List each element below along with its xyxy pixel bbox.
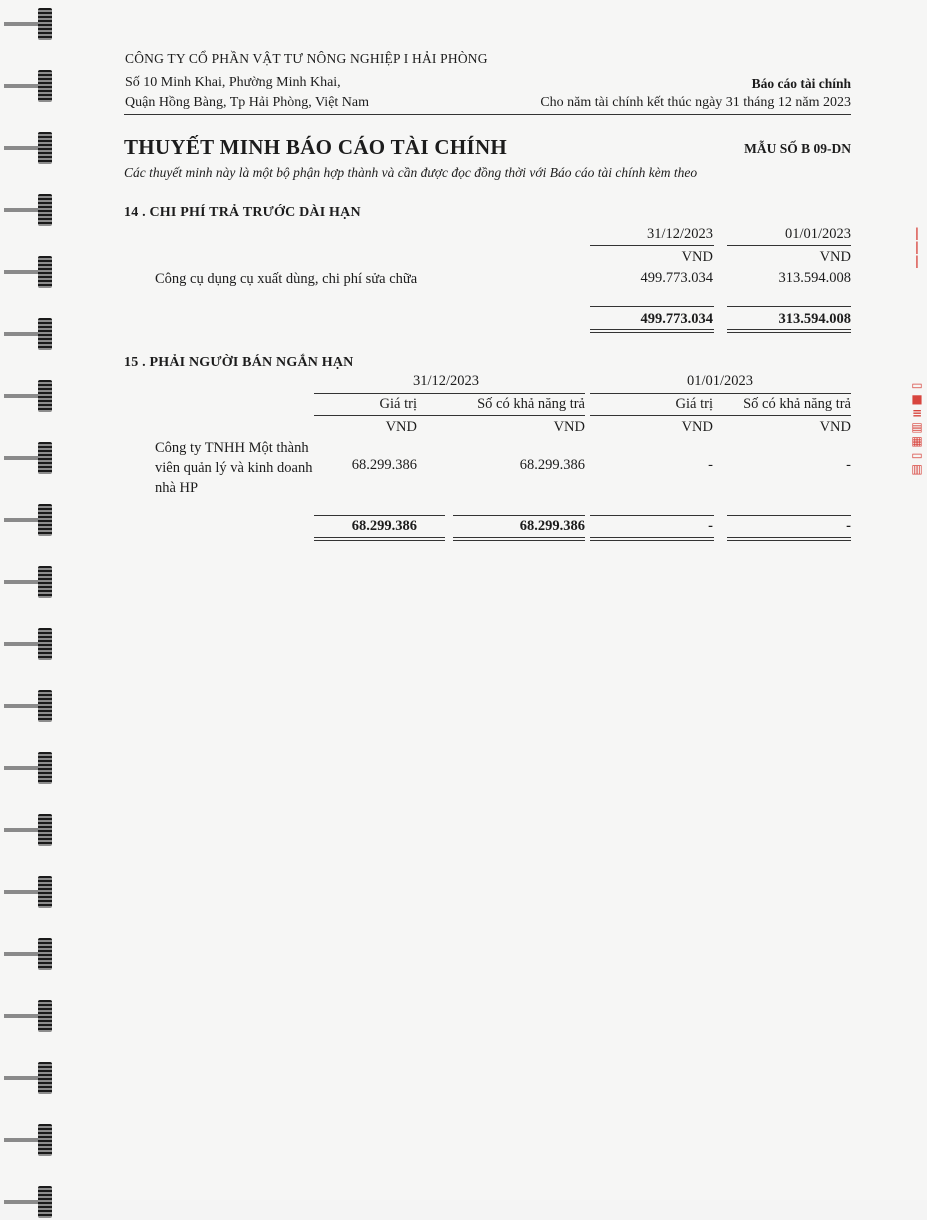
s15-total-value-2: 68.299.386 <box>519 518 585 534</box>
s15-period2: 01/01/2023 <box>687 373 754 389</box>
s15-total-value-3: - <box>708 518 713 534</box>
s15-total-double-rule <box>590 537 714 541</box>
binding-ring <box>0 504 56 538</box>
s14-col2-unit: VND <box>819 249 851 265</box>
binding-ring <box>0 628 56 662</box>
s14-col2-rule <box>727 245 851 246</box>
report-title: Báo cáo tài chính <box>751 76 851 91</box>
s14-row-label: Công cụ dụng cụ xuất dùng, chi phí sửa chữa <box>155 271 418 287</box>
binding-ring <box>0 1186 56 1220</box>
s15-row-value-3: - <box>708 457 713 473</box>
binding-ring-coil <box>38 132 52 164</box>
s15-total-value-1: 68.299.386 <box>351 518 417 534</box>
s14-row-value-2022: 313.594.008 <box>778 270 851 286</box>
s14-col1-unit: VND <box>681 249 713 265</box>
company-address-line2: Quận Hồng Bàng, Tp Hải Phòng, Việt Nam <box>125 95 370 110</box>
binding-ring <box>0 256 56 290</box>
binding-ring-coil <box>38 566 52 598</box>
s14-row-value-2023: 499.773.034 <box>640 270 713 286</box>
binding-ring <box>0 938 56 972</box>
binding-ring-coil <box>38 628 52 660</box>
binding-ring <box>0 442 56 476</box>
binding-ring-coil <box>38 256 52 288</box>
binding-ring <box>0 380 56 414</box>
binding-ring-coil <box>38 1000 52 1032</box>
binding-ring <box>0 814 56 848</box>
s14-col1-date: 31/12/2023 <box>646 226 713 242</box>
binding-ring-coil <box>38 70 52 102</box>
s15-unit-3: VND <box>681 419 713 435</box>
s14-col1-rule <box>590 245 714 246</box>
binding-ring-coil <box>38 194 52 226</box>
binding-ring-coil <box>38 1186 52 1218</box>
binding-ring-coil <box>38 876 52 908</box>
s15-total-double-rule <box>453 537 585 541</box>
binding-ring-coil <box>38 752 52 784</box>
binding-ring-coil <box>38 318 52 350</box>
s15-unit-4: VND <box>819 419 851 435</box>
binding-ring-coil <box>38 1062 52 1094</box>
s15-unit-1: VND <box>385 419 417 435</box>
binding-ring <box>0 566 56 600</box>
s14-col2-date: 01/01/2023 <box>784 226 851 242</box>
header-divider <box>124 114 851 115</box>
s15-col-payable-2: Số có khả năng trả <box>743 396 851 412</box>
s15-col-payable-1: Số có khả năng trả <box>477 396 585 412</box>
s15-total-top-rule <box>727 515 851 516</box>
page-title: THUYẾT MINH BÁO CÁO TÀI CHÍNH <box>124 135 508 159</box>
s14-total-double-rule <box>727 329 851 333</box>
s15-row-value-2: 68.299.386 <box>519 457 585 473</box>
form-code: MẪU SỐ B 09-DN <box>744 141 851 156</box>
s15-subheader-rule <box>590 415 851 416</box>
report-period: Cho năm tài chính kết thúc ngày 31 tháng 12 năm 2023 <box>540 95 851 110</box>
binding-ring-coil <box>38 938 52 970</box>
binding-ring <box>0 70 56 104</box>
s15-total-top-rule <box>453 515 585 516</box>
binding-ring-coil <box>38 380 52 412</box>
s15-row-label: Công ty TNHH Một thành viên quản lý và kinh doanh nhà HP <box>155 440 313 496</box>
s14-total-top-rule <box>590 306 714 307</box>
s15-subheader-rule <box>314 415 585 416</box>
company-address-line1: Số 10 Minh Khai, Phường Minh Khai, <box>125 75 341 90</box>
binding-ring <box>0 876 56 910</box>
s15-total-top-rule <box>590 515 714 516</box>
section-15-heading: 15 . PHẢI NGƯỜI BÁN NGẮN HẠN <box>124 355 354 370</box>
binding-ring <box>0 1124 56 1158</box>
s15-row-value-1: 68.299.386 <box>351 457 417 473</box>
binding-ring <box>0 194 56 228</box>
binding-ring-coil <box>38 8 52 40</box>
binding-ring <box>0 1000 56 1034</box>
s15-total-double-rule <box>727 537 851 541</box>
s14-total-double-rule <box>590 329 714 333</box>
spiral-binding <box>0 0 60 1200</box>
binding-ring-coil <box>38 690 52 722</box>
company-name: CÔNG TY CỔ PHẦN VẬT TƯ NÔNG NGHIỆP I HẢI PHÒNG <box>125 51 488 66</box>
s15-col-value-2: Giá trị <box>675 396 713 412</box>
binding-ring-coil <box>38 504 52 536</box>
s15-total-value-4: - <box>846 518 851 534</box>
binding-ring <box>0 1062 56 1096</box>
s15-row-value-4: - <box>846 457 851 473</box>
s15-total-double-rule <box>314 537 445 541</box>
s14-total-top-rule <box>727 306 851 307</box>
section-14-heading: 14 . CHI PHÍ TRẢ TRƯỚC DÀI HẠN <box>124 205 361 220</box>
s15-unit-2: VND <box>553 419 585 435</box>
s15-col-value-1: Giá trị <box>379 396 417 412</box>
s15-total-top-rule <box>314 515 445 516</box>
binding-ring-coil <box>38 442 52 474</box>
red-stamp-fragment: | | | ▭ ■ ≡ ▤ ▦ ▭ ▥ <box>911 226 923 476</box>
s14-total-2022: 313.594.008 <box>778 311 851 327</box>
binding-ring <box>0 318 56 352</box>
binding-ring-coil <box>38 1124 52 1156</box>
page-subtitle: Các thuyết minh này là một bộ phận hợp thành và cần được đọc đồng thời với Báo cáo tài chính kèm theo <box>124 165 698 180</box>
binding-ring <box>0 752 56 786</box>
binding-ring-coil <box>38 814 52 846</box>
s15-period2-rule <box>590 393 851 394</box>
s14-total-2023: 499.773.034 <box>640 311 713 327</box>
binding-ring <box>0 690 56 724</box>
s15-period1: 31/12/2023 <box>413 373 480 389</box>
s15-period1-rule <box>314 393 585 394</box>
binding-ring <box>0 132 56 166</box>
binding-ring <box>0 8 56 42</box>
